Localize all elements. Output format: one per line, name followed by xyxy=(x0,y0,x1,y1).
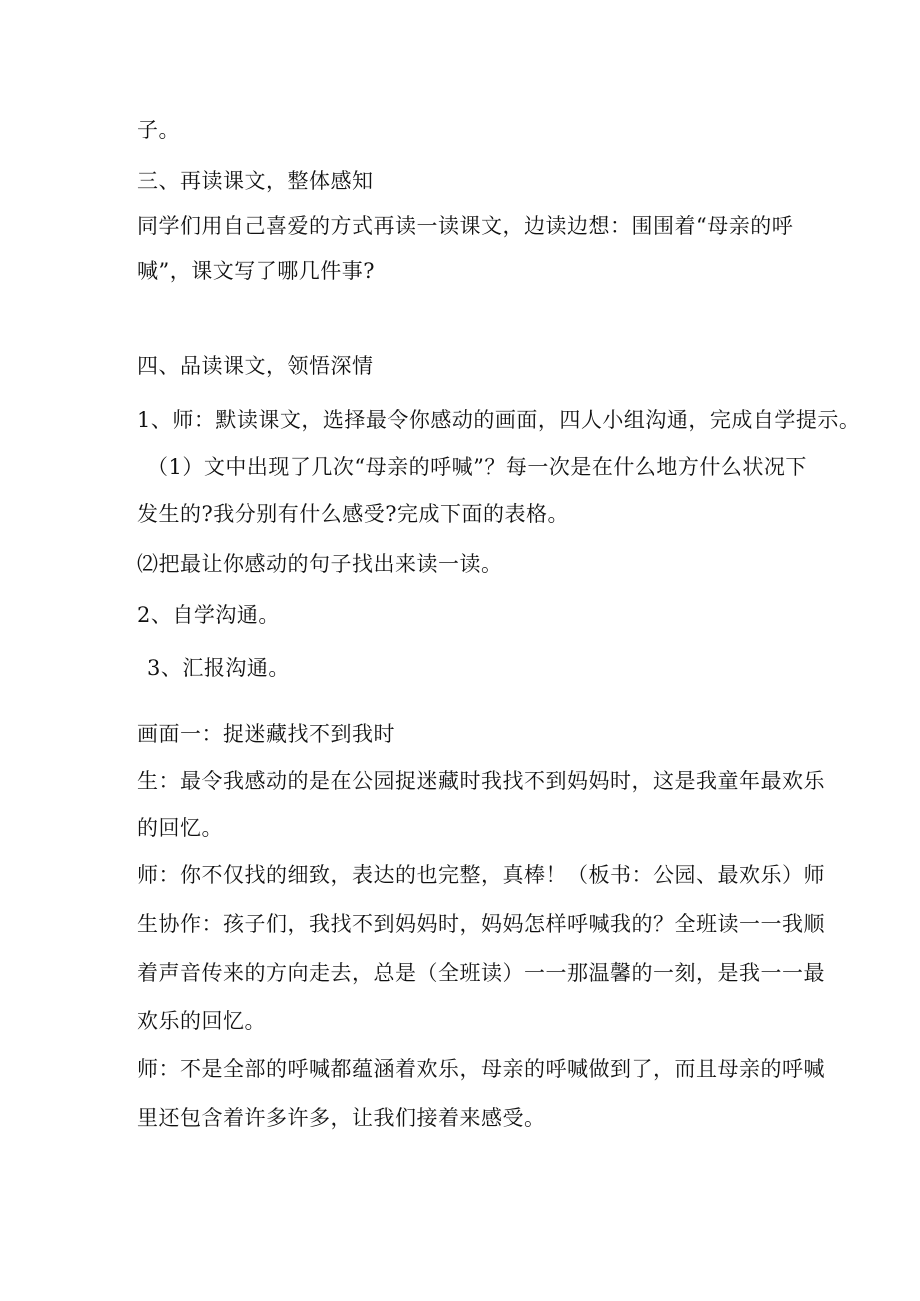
paragraph-line: 的回忆。 xyxy=(137,816,223,840)
text-line-continuation: 子。 xyxy=(137,118,180,142)
section-heading-4: 四、品读课文，领悟深情 xyxy=(137,354,374,378)
paragraph-line: 师：你不仅找的细致，表达的也完整，真棒！（板书：公园、最欢乐）师 xyxy=(137,863,825,887)
paragraph-line: 同学们用自己喜爱的方式再读一读课文，边读边想：围围着“母亲的呼 xyxy=(137,214,794,238)
scene-heading: 画面一：捉迷藏找不到我时 xyxy=(137,722,395,746)
sub-item-1: （1）文中出现了几次“母亲的呼喊”？每一次是在什么地方什么状况下 xyxy=(147,455,807,479)
sub-item-2: ⑵把最让你感动的句子找出来读一读。 xyxy=(137,552,503,576)
paragraph-line: 喊”，课文写了哪几件事? xyxy=(137,259,375,283)
list-item-3: 3、汇报沟通。 xyxy=(147,656,290,680)
paragraph-line: 生协作：孩子们，我找不到妈妈时，妈妈怎样呼喊我的？全班读一一我顺 xyxy=(137,912,825,936)
list-item-2: 2、自学沟通。 xyxy=(137,603,280,627)
paragraph-line: 欢乐的回忆。 xyxy=(137,1009,266,1033)
paragraph-line: 着声音传来的方向走去，总是（全班读）一一那温馨的一刻，是我一一最 xyxy=(137,961,825,985)
paragraph-line: 里还包含着许多许多，让我们接着来感受。 xyxy=(137,1106,546,1130)
section-heading-3: 三、再读课文，整体感知 xyxy=(137,169,374,193)
paragraph-line: 师：不是全部的呼喊都蕴涵着欢乐，母亲的呼喊做到了，而且母亲的呼喊 xyxy=(137,1057,825,1081)
paragraph-line: 发生的?我分别有什么感受?完成下面的表格。 xyxy=(137,502,570,526)
paragraph-line: 生：最令我感动的是在公园捉迷藏时我找不到妈妈时，这是我童年最欢乐 xyxy=(137,769,825,793)
list-item-1: 1、师：默读课文，选择最令你感动的画面，四人小组沟通，完成自学提示。 xyxy=(137,408,861,432)
